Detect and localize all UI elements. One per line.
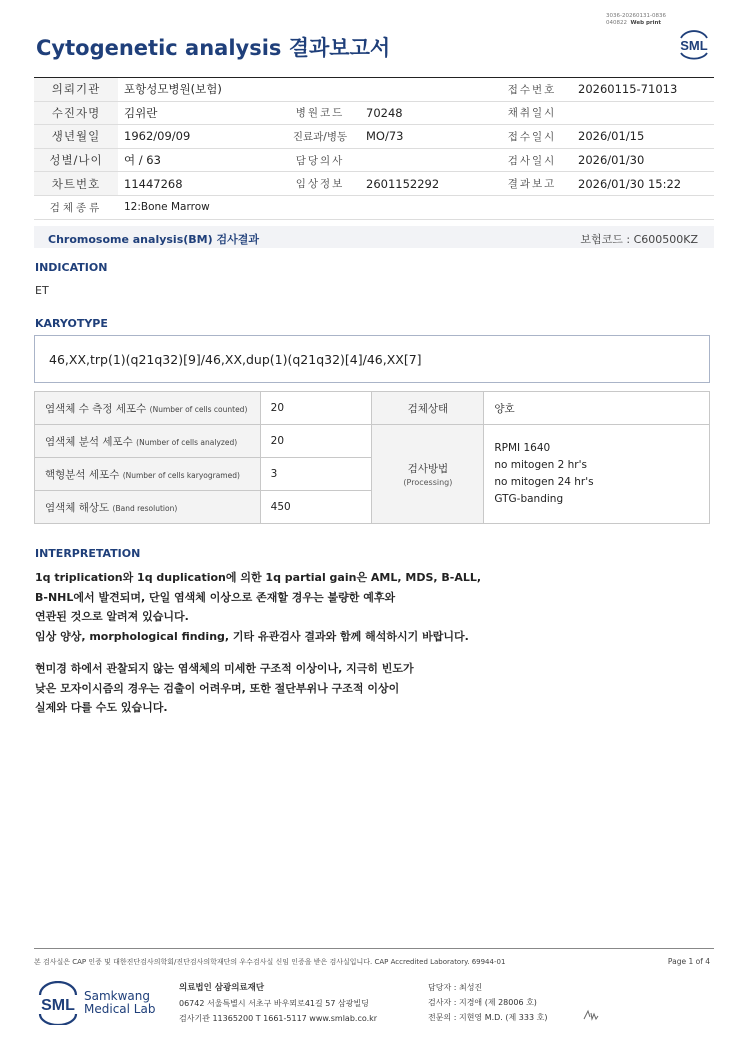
karyotype-heading: KARYOTYPE (35, 317, 108, 330)
brand-name: Samkwang Medical Lab (84, 989, 156, 1016)
doctor-label: 담당의사 (280, 148, 360, 172)
table-row (34, 172, 714, 196)
karyotype-box (34, 335, 710, 383)
interpretation-disclaimer: 현미경 하에서 관찰되지 않는 염색체의 미세한 구조적 이상이나, 지극히 빈도가 낮은 모자이시즘의 경우는 검출이 어려우며, 또한 절단부위나 구조적 이상이 실제와 다를 수도 있습니다. (35, 662, 414, 714)
result-section-header (34, 226, 714, 248)
sml-logo-icon (36, 981, 80, 1025)
institution-label: 의뢰기관 (34, 78, 118, 102)
patient-name-label: 수진자명 (34, 101, 118, 125)
interpretation-text: 1q triplication와 1q duplication에 의한 1q partial gain은 AML, MDS, B-ALL, B-NHL에서 발견되며, 단일 염색체 이상으로 존재할 경우는 불량한 예후와 연관된 것으로 알려져 있습니다. 임상 양상, morphological finding, 기타 유관검사 결과와 함께 해석하시기 바랍니다. (35, 571, 482, 643)
birth-value: 1962/09/09 (118, 125, 280, 149)
receipt-no-label: 접수번호 (492, 78, 572, 102)
insurance-code: 보험코드 : C600500KZ (580, 233, 698, 246)
sml-logo-icon (676, 26, 712, 60)
section-title: Chromosome analysis(BM) 검사결과 (48, 233, 259, 246)
specimen-status-label: 검체상태 (372, 392, 484, 425)
patient-name-value: 김위란 (118, 101, 280, 125)
cell-analysis-table (34, 391, 710, 524)
collect-date-value (572, 101, 714, 125)
test-date-label: 검사일시 (492, 148, 572, 172)
cells-analyzed-value: 20 (260, 425, 372, 458)
specimen-status-value: 양호 (484, 392, 710, 425)
hospital-code-value: 70248 (360, 101, 492, 125)
clinical-value: 2601152292 (360, 172, 492, 196)
svg-text:SML: SML (41, 997, 75, 1014)
page-number: Page 1 of 4 (667, 957, 710, 966)
clinical-label: 임상정보 (280, 172, 360, 196)
sex-age-value: 여 / 63 (118, 148, 280, 172)
method-label: 검사방법 (Processing) (372, 425, 484, 524)
table-row (34, 101, 714, 125)
receipt-date-value: 2026/01/15 (572, 125, 714, 149)
signature-icon (582, 1008, 600, 1022)
page-title: Cytogenetic analysis 결과보고서 (36, 36, 391, 60)
indication-heading: INDICATION (35, 261, 108, 274)
report-label: 결과보고 (492, 172, 572, 196)
chart-no-label: 차트번호 (34, 172, 118, 196)
table-row (34, 195, 714, 219)
staff-info: 담당자 : 최성진 검사자 : 지경애 (제 28006 호) 전문의 : 지현영 M.D. (제 333 호) (428, 983, 548, 1022)
receipt-no-value: 20260115-71013 (572, 78, 714, 102)
report-date-value: 2026/01/30 15:22 (572, 172, 714, 196)
table-row (34, 148, 714, 172)
sex-age-label: 성별/나이 (34, 148, 118, 172)
hospital-code-label: 병원코드 (280, 101, 360, 125)
interpretation-heading: INTERPRETATION (35, 547, 141, 560)
svg-text:SML: SML (680, 38, 708, 53)
dept-value: MO/73 (360, 125, 492, 149)
cells-counted-value: 20 (260, 392, 372, 425)
table-row (35, 392, 710, 425)
cells-karyogramed-value: 3 (260, 458, 372, 491)
specimen-label: 검체종류 (34, 195, 118, 219)
method-value: RPMI 1640 no mitogen 2 hr's no mitogen 24 hr's GTG-banding (484, 425, 710, 524)
receipt-date-label: 접수일시 (492, 125, 572, 149)
patient-info-table (34, 77, 714, 220)
collect-date-label: 채취일시 (492, 101, 572, 125)
birth-label: 생년월일 (34, 125, 118, 149)
band-resolution-value: 450 (260, 491, 372, 524)
doctor-value (360, 148, 492, 172)
cells-counted-label: 염색체 수 측정 세포수 (Number of cells counted) (35, 392, 261, 425)
specimen-value: 12:Bone Marrow (118, 195, 714, 219)
institution-value: 포항성모병원(보험) (118, 78, 492, 102)
cells-analyzed-label: 염색체 분석 세포수 (Number of cells analyzed) (35, 425, 261, 458)
band-resolution-label: 염색체 해상도 (Band resolution) (35, 491, 261, 524)
table-row (34, 78, 714, 102)
chart-no-value: 11447268 (118, 172, 280, 196)
accreditation-note: 본 검사실은 CAP 인증 및 대한진단검사의학회/진단검사의학재단의 우수검사실 신임 인증을 받은 검사실입니다. CAP Accredited Laboratory. 69944-01 (34, 958, 506, 966)
indication-value: ET (35, 284, 49, 297)
web-print-stamp: 3036-20260131-0836 040822 Web print (606, 13, 666, 26)
footer-divider (34, 948, 714, 949)
table-row (35, 425, 710, 458)
test-date-value: 2026/01/30 (572, 148, 714, 172)
dept-label: 진료과/병동 (280, 125, 360, 149)
organization-info: 의료법인 삼광의료재단 06742 서울특별시 서초구 바우뫼로41길 57 삼광빌딩 검사기관 11365200 T 1661-5117 www.smlab.co.kr (179, 983, 378, 1023)
karyotype-value: 46,XX,trp(1)(q21q32)[9]/46,XX,dup(1)(q21q32)[4]/46,XX[7] (49, 352, 422, 367)
table-row (34, 125, 714, 149)
cells-karyogramed-label: 핵형분석 세포수 (Number of cells karyogramed) (35, 458, 261, 491)
